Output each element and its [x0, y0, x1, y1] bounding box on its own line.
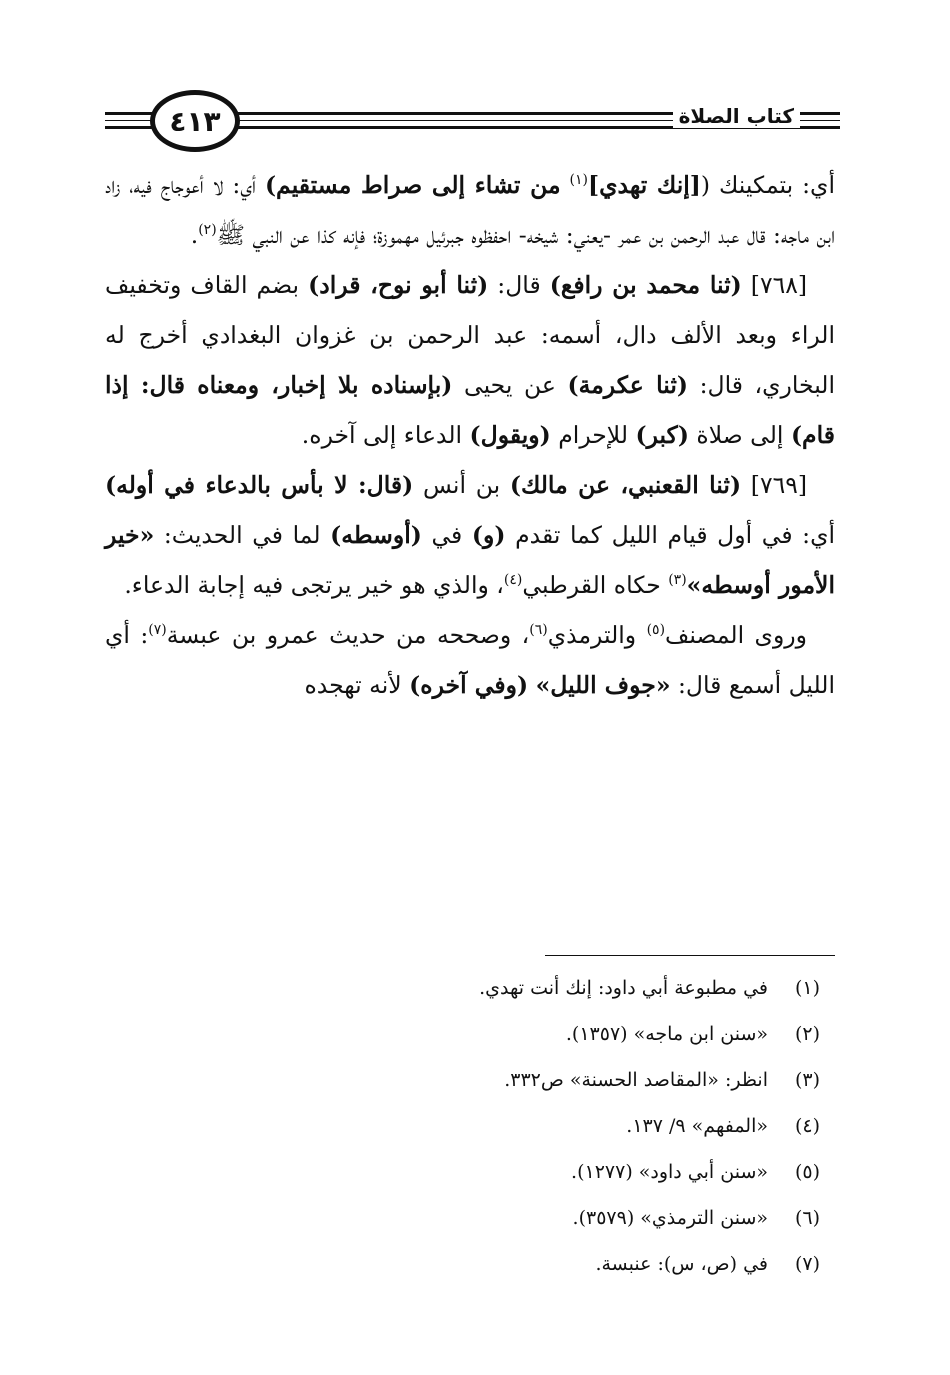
narration-text: (كبر): [635, 421, 689, 449]
hadith-number: [٧٦٨]: [741, 271, 808, 299]
footnote-text: «سنن أبي داود» (١٢٧٧).: [571, 1161, 768, 1183]
narration-text: (ثنا عكرمة): [567, 371, 688, 399]
narration-text: (ثنا أبو نوح، قراد): [308, 271, 489, 299]
footnote-number: (٢): [794, 1023, 820, 1045]
narration-text: (ويقول): [469, 421, 551, 449]
text-run: بن أنس: [413, 471, 510, 499]
text-run: الدعاء إلى آخره.: [301, 421, 470, 449]
footnote-ref: (٧): [148, 622, 167, 639]
footnote-ref: (٦): [529, 622, 548, 639]
paragraph-4: [105, 610, 835, 710]
footnote-number: (١): [794, 977, 820, 999]
paragraph-3: [105, 460, 835, 610]
page-number: ٤١٣: [169, 104, 221, 138]
text-run: أي: بتمكينك (: [700, 171, 835, 199]
text-run: لأنه تهجده: [304, 671, 410, 699]
text-run: عن يحيى: [452, 371, 568, 399]
footnote-text: «المفهم» ٩/ ١٣٧.: [626, 1115, 768, 1137]
footnote-ref: (٤): [503, 572, 523, 589]
text-run: إلى صلاة: [688, 421, 791, 449]
text-run: حكاه القرطبي: [522, 571, 669, 599]
page-header: [105, 88, 840, 164]
text-run: : أي الليل أسمع قال:: [105, 621, 835, 699]
footnote-text: انظر: «المقاصد الحسنة» ص٣٣٢.: [504, 1069, 768, 1091]
text-run: ، والذي هو خير يرتجى فيه إجابة الدعاء.: [124, 571, 504, 599]
text-run: وروى المصنف: [665, 621, 808, 649]
text-run: ، وصححه من حديث عمرو بن عبسة: [166, 621, 530, 649]
footnote-separator: [545, 955, 835, 956]
footnote-ref: (١): [569, 172, 589, 189]
hadith-quote: «جوف الليل»: [535, 671, 671, 699]
footnote-number: (٧): [794, 1253, 820, 1275]
narration-text: (أوسطه): [330, 521, 422, 549]
footnote-number: (٦): [794, 1207, 820, 1229]
narration-text: (قال: لا بأس بالدعاء في أوله): [105, 471, 414, 499]
footnote-number: (٥): [794, 1161, 820, 1183]
text-run: قال:: [488, 271, 550, 299]
footnote-1: [105, 965, 820, 1011]
hadith-quote: «خير الأمور أوسطه»: [105, 521, 835, 599]
footnote-text: «سنن ابن ماجه» (١٣٥٧).: [565, 1023, 768, 1045]
text-run: لما في الحديث:: [154, 521, 331, 549]
text-run: للإحرام: [550, 421, 636, 449]
text-run: أي: في أول قيام الليل كما تقدم: [505, 521, 836, 549]
footnote-3: [105, 1057, 820, 1103]
footnote-7: [105, 1241, 820, 1287]
footnote-text: «سنن الترمذي» (٣٥٧٩).: [572, 1207, 768, 1229]
footnotes: [105, 965, 820, 1287]
footnote-ref: (٢): [198, 222, 217, 239]
quran-quote: من تشاء إلى صراط مستقيم): [264, 171, 561, 199]
footnote-5: [105, 1149, 820, 1195]
footnote-text: في مطبوعة أبي داود: إنك أنت تهدي.: [479, 977, 768, 999]
narration-text: (ثنا القعنبي، عن مالك): [509, 471, 742, 499]
paragraph-2: [105, 260, 835, 460]
text-run: .: [190, 221, 199, 249]
narration-text: (بإسناده بلا إخبار، ومعناه قال: إذا قام): [105, 371, 835, 449]
text-run: في: [421, 521, 472, 549]
footnote-4: [105, 1103, 820, 1149]
page-number-badge: [150, 90, 240, 152]
footnote-ref: (٣): [668, 572, 687, 589]
footnote-2: [105, 1011, 820, 1057]
quran-quote: [إنك تهدي]: [588, 171, 701, 199]
footnote-number: (٤): [794, 1115, 820, 1137]
paragraph-1: [105, 160, 835, 260]
running-title: كتاب الصلاة: [673, 104, 800, 128]
hadith-number: [٧٦٩]: [741, 471, 807, 499]
footnote-6: [105, 1195, 820, 1241]
narration-text: (و): [471, 521, 506, 549]
narration-text: (وفي آخره): [409, 671, 529, 699]
text-run: [528, 671, 535, 699]
text-run: والترمذي: [547, 621, 647, 649]
footnote-text: في (ص، س): عنبسة.: [595, 1253, 768, 1275]
main-text: [105, 160, 835, 710]
text-run: أي: لا أعوجاج فيه، زاد ابن ماجه: قال عبد الرحمن بن عمر -يعني: شيخه- احفظوه جبرئيل مهموزة؛ فإنه كذا عن النبي ﷺ: [105, 171, 835, 249]
narration-text: (ثنا محمد بن رافع): [549, 271, 742, 299]
text-run: بضم القاف وتخفيف الراء وبعد الألف دال، أسمه: عبد الرحمن بن غزوان البغدادي أخرج له البخاري، قال:: [105, 271, 835, 399]
footnote-number: (٣): [794, 1069, 820, 1091]
footnote-ref: (٥): [646, 622, 666, 639]
